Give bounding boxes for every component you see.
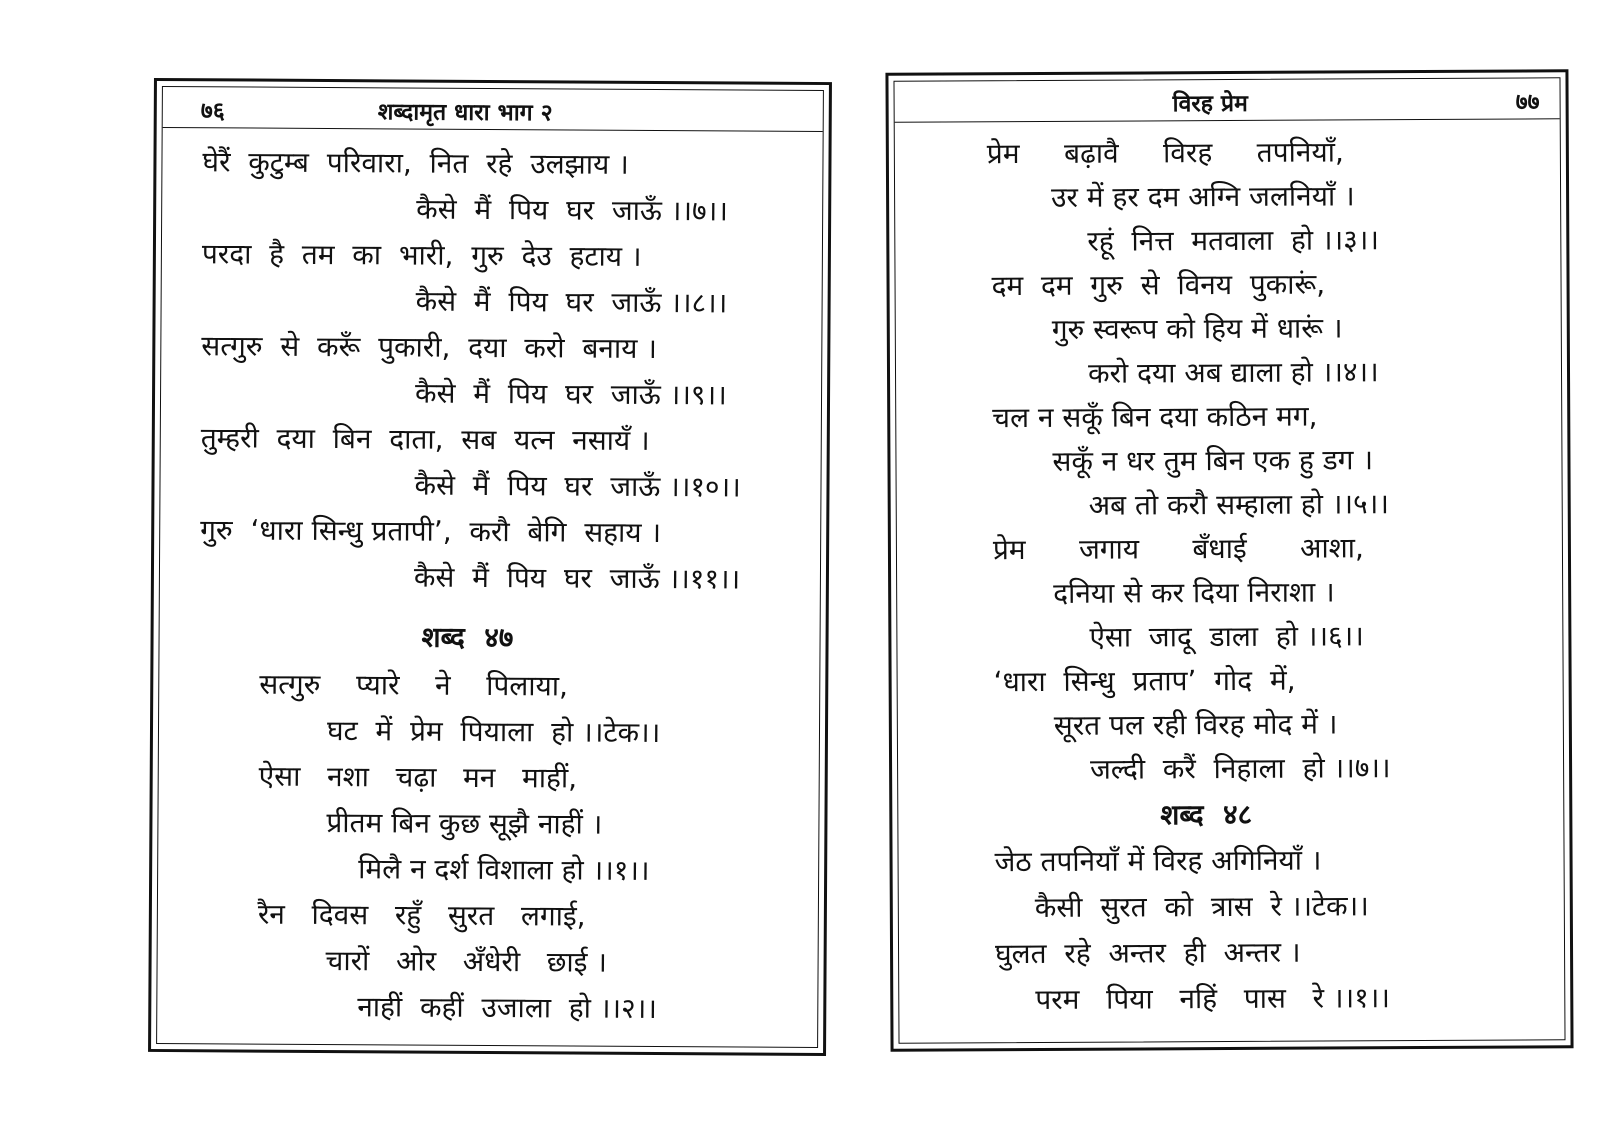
verse-line: चारों ओर अँधेरी छाई ।	[325, 944, 608, 979]
verse-refrain: कैसे मैं पिय घर जाऊँ ।।११।।	[413, 560, 741, 596]
section-heading: शब्द ४७	[421, 620, 514, 655]
verse-line: दम दम गुरु से विनय पुकारूं,	[991, 267, 1326, 303]
left-page-frame	[156, 86, 824, 1048]
verse-line: चल न सकूँ बिन दया कठिन मग,	[992, 399, 1318, 435]
verse-line: ऐसा नशा चढ़ा मन माहीं,	[258, 759, 578, 795]
right-running-title: विरह प्रेम	[1172, 90, 1248, 118]
verse-line: जेठ तपनियाँ में विरह अगिनियाँ ।	[994, 843, 1322, 879]
left-page-number: ७६	[200, 98, 225, 125]
verse-line: गुरु ‘धारा सिन्धु प्रतापी’, करौ बेगि सहाय ।	[200, 513, 662, 550]
section-heading: शब्द ४८	[1160, 797, 1253, 832]
verse-refrain: रहूं नित्त मतवाला हो ।।३।।	[1087, 223, 1380, 258]
verse-refrain: कैसी सुरत को त्रास रे ।।टेक।।	[1034, 889, 1369, 925]
verse-refrain: ऐसा जादू डाला हो ।।६।।	[1089, 619, 1364, 654]
verse-line: रैन दिवस रहुँ सुरत लगाई,	[257, 897, 586, 933]
verse-line: प्रेम जगाय बँधाई आशा,	[992, 531, 1364, 567]
verse-line: प्रेम बढ़ावै विरह तपनियाँ,	[986, 135, 1344, 171]
left-page	[148, 78, 832, 1056]
verse-refrain: परम पिया नहिं पास रे ।।१।।	[1035, 981, 1391, 1017]
verse-refrain: घट में प्रेम पियाला हो ।।टेक।।	[326, 714, 661, 750]
verse-line: तुम्हरी दया बिन दाता, सब यत्न नसायँ ।	[200, 421, 650, 457]
verse-refrain: मिलै न दर्श विशाला हो ।।१।।	[358, 852, 650, 887]
verse-line: गुरु स्वरूप को हिय में धारूं ।	[1051, 311, 1343, 346]
verse-refrain: कैसे मैं पिय घर जाऊँ ।।७।।	[416, 192, 728, 228]
verse-line: सकूँ न धर तुम बिन एक हु डग ।	[1052, 443, 1374, 478]
right-page	[885, 69, 1573, 1052]
verse-line: सत्गुरु से करूँ पुकारी, दया करो बनाय ।	[201, 329, 658, 366]
right-page-number: ७७	[1515, 89, 1540, 116]
verse-line: घुलत रहे अन्तर ही अन्तर ।	[994, 935, 1301, 971]
right-page-frame	[893, 77, 1565, 1043]
verse-refrain: कैसे मैं पिय घर जाऊँ ।।८।।	[415, 284, 728, 320]
verse-line: दनिया से कर दिया निराशा ।	[1053, 575, 1335, 610]
right-page-header	[894, 78, 1559, 122]
verse-refrain: कैसे मैं पिय घर जाऊँ ।।१०।।	[414, 468, 741, 504]
verse-line: परदा है तम का भारी, गुरु देउ हटाय ।	[201, 237, 642, 273]
verse-line: ‘धारा सिन्धु प्रताप’ गोद में,	[993, 663, 1296, 699]
left-page-header	[163, 87, 823, 132]
verse-line: सूरत पल रही विरह मोद में ।	[1053, 707, 1338, 742]
verse-line: घेरैं कुटुम्ब परिवारा, नित रहे उलझाय ।	[202, 145, 629, 181]
left-running-title: शब्दामृत धारा भाग २	[377, 99, 553, 127]
verse-refrain: नाहीं कहीं उजाला हो ।।२।।	[357, 990, 657, 1026]
verse-refrain: कैसे मैं पिय घर जाऊँ ।।९।।	[414, 376, 727, 412]
verse-line: सत्गुरु प्यारे ने पिलाया,	[259, 667, 569, 703]
verse-line: प्रीतम बिन कुछ सूझै नाहीं ।	[326, 806, 603, 841]
verse-refrain: जल्दी करैं निहाला हो ।।७।।	[1090, 751, 1391, 786]
verse-line: उर में हर दम अग्नि जलनियाँ ।	[1051, 179, 1355, 214]
verse-refrain: करो दया अब द्याला हो ।।४।।	[1087, 355, 1379, 390]
verse-refrain: अब तो करौ सम्हाला हो ।।५।।	[1088, 487, 1389, 522]
